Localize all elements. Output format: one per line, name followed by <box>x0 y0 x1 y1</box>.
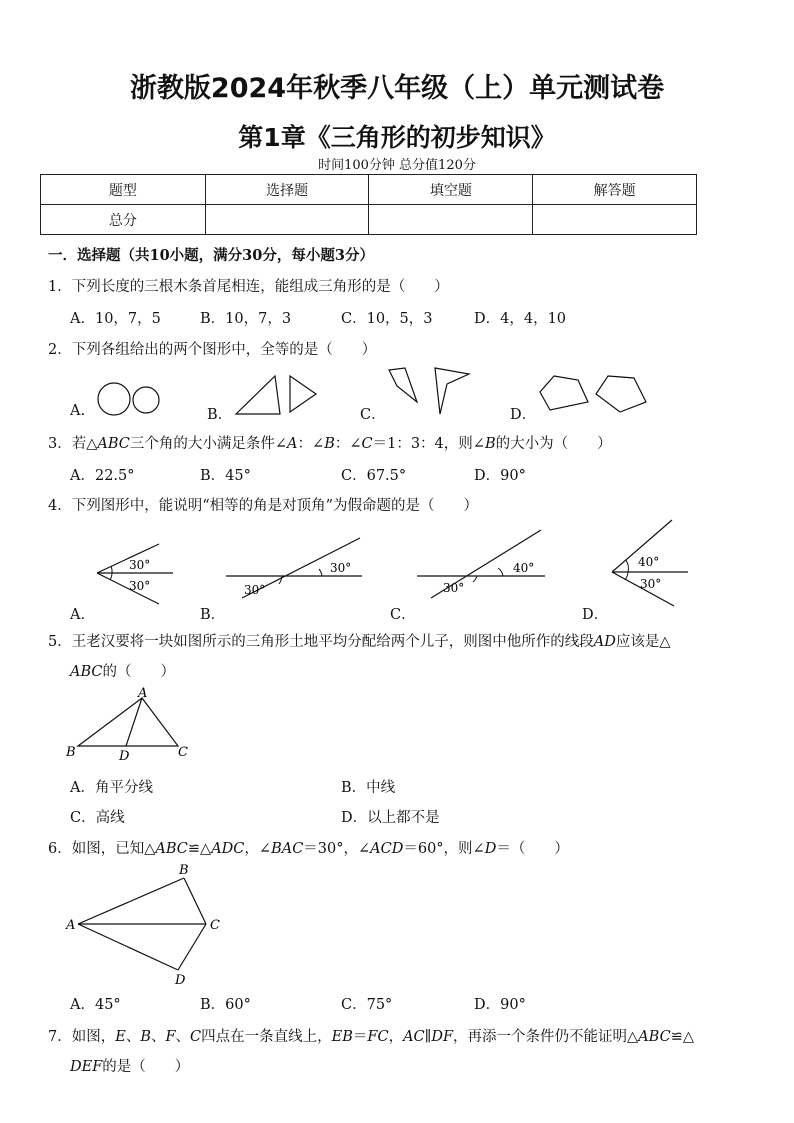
score-cell[interactable] <box>369 205 533 235</box>
q3-stem-part: ：∠ <box>297 436 325 452</box>
q2d-pentagon-2 <box>596 376 646 412</box>
q4-figure-c <box>413 526 548 600</box>
q4c-angle-label: 40° <box>513 561 535 575</box>
q7-stem-italic: AC <box>403 1029 425 1045</box>
q6-segment-ad <box>78 924 178 970</box>
score-row-label: 总分 <box>41 205 206 235</box>
q2-figure-c-quadrilaterals <box>385 364 475 420</box>
q7-stem-part: ≌△ <box>670 1029 694 1045</box>
q2a-circle-large <box>98 383 130 415</box>
q2c-quad-2 <box>435 368 469 414</box>
q6-stem-part: 6．如图，已知△ <box>48 841 156 857</box>
q1-stem: 1．下列长度的三根木条首尾相连，能组成三角形的是（ ） <box>48 279 449 295</box>
score-cell[interactable] <box>533 205 697 235</box>
q6-stem-italic: D <box>484 841 497 857</box>
score-table <box>40 174 697 235</box>
q7-stem-part: ，再添一个条件仍不能证明△ <box>453 1029 639 1045</box>
score-header-cell: 题型 <box>41 175 206 205</box>
q4-figure-b <box>222 532 367 600</box>
score-header-cell: 填空题 <box>369 175 533 205</box>
q5-point-label: C <box>178 745 188 760</box>
q4b-angle-label: 30° <box>244 583 266 597</box>
q2c-quad-1 <box>389 368 417 402</box>
q6-figure-kite <box>62 860 232 988</box>
q3-stem-italic: A <box>287 436 298 452</box>
q6-segment-bc <box>184 878 206 924</box>
q6-segment-ab <box>78 878 184 924</box>
q6-point-label: C <box>210 918 220 933</box>
q7-stem-part: 7．如图， <box>48 1029 116 1045</box>
q2-option-d: D． <box>510 407 537 423</box>
q5-option-d: D．以上都不是 <box>341 810 440 826</box>
q5-figure-triangle <box>62 686 197 762</box>
q4a-arc-2 <box>110 573 112 580</box>
q5-stem-part: 5．王老汉要将一块如图所示的三角形土地平均分配给两个儿子，则图中他所作的线段 <box>48 634 594 650</box>
q1-option-a: A．10，7，5 <box>70 311 161 327</box>
q3-option-d: D．90° <box>474 468 526 484</box>
q5-point-label: D <box>119 749 130 762</box>
q3-stem-italic: B <box>324 436 335 452</box>
q6-stem-part: ＝30°，∠ <box>303 841 371 857</box>
q6-stem-part: ≌△ <box>187 841 212 857</box>
q3-stem-italic: C <box>361 436 373 452</box>
q4-figure-d <box>608 518 698 608</box>
q6-segment-dc <box>178 924 206 970</box>
q2b-triangle-1 <box>236 376 280 414</box>
q2-figure-d-pentagons <box>536 372 656 416</box>
q4-stem: 4．下列图形中，能说明“相等的角是对顶角”为假命题的是（ ） <box>48 498 479 514</box>
q6-stem-italic: ADC <box>211 841 245 857</box>
q1-option-d: D．4，4，10 <box>474 311 567 327</box>
q3-stem-part: 的大小为（ ） <box>495 436 612 452</box>
q4c-angle-label: 30° <box>443 581 465 595</box>
q2-option-b: B． <box>207 407 233 423</box>
q6-stem-part: ＝60°，则∠ <box>403 841 485 857</box>
q4c-arc-2 <box>498 568 503 576</box>
q7-stem-part: 、 <box>125 1029 141 1045</box>
q7-stem-italic: EB <box>331 1029 353 1045</box>
q2b-triangle-2 <box>290 376 316 412</box>
q3-option-a: A．22.5° <box>70 468 135 484</box>
q7-stem-italic: ABC <box>638 1029 671 1045</box>
q4-option-d: D． <box>582 607 609 623</box>
q7-stem-italic: FC <box>367 1029 389 1045</box>
q5-stem-line2 <box>70 660 175 681</box>
q5-option-b: B．中线 <box>341 780 396 796</box>
q5-stem-part: 的（ ） <box>102 664 175 680</box>
q4c-arc-1 <box>473 576 477 582</box>
score-cell[interactable] <box>205 205 369 235</box>
q7-stem-italic: DF <box>431 1029 454 1045</box>
q5-option-a: A．角平分线 <box>70 780 153 796</box>
q5-stem-part: 应该是△ <box>615 634 671 650</box>
q7-stem-part: ， <box>388 1029 404 1045</box>
q7-stem <box>48 1025 694 1046</box>
q3-stem-part: 3．若△ <box>48 436 98 452</box>
q4-figure-a <box>95 540 185 608</box>
q5-stem-italic: AD <box>593 634 616 650</box>
q2-option-c: C． <box>360 407 386 423</box>
q4a-angle-label: 30° <box>129 579 151 593</box>
q6-stem-italic: ACD <box>370 841 404 857</box>
q7-stem-part: 、 <box>175 1029 191 1045</box>
q6-option-a: A．45° <box>70 997 121 1013</box>
q7-stem-part: 的是（ ） <box>102 1059 190 1075</box>
q2-figure-a-two-circles <box>90 378 170 418</box>
q7-stem-part: 四点在一条直线上， <box>201 1029 332 1045</box>
q4d-arc-2 <box>625 572 628 580</box>
q7-stem-part: 、 <box>150 1029 166 1045</box>
q3-stem-part: ＝1：3：4，则∠ <box>372 436 485 452</box>
q4b-arc-2 <box>319 569 322 576</box>
q3-stem-italic: ABC <box>97 436 130 452</box>
q4a-angle-label: 30° <box>129 558 151 572</box>
q4d-angle-label: 30° <box>640 577 662 591</box>
q5-option-c: C．高线 <box>70 810 125 826</box>
q5-point-label: A <box>138 686 148 701</box>
q6-stem-italic: ABC <box>155 841 188 857</box>
q6-point-label: D <box>175 973 186 988</box>
q7-stem-line2 <box>70 1055 189 1076</box>
q4b-arc-1 <box>279 576 282 584</box>
q4b-angle-label: 30° <box>330 561 352 575</box>
q6-option-c: C．75° <box>341 997 393 1013</box>
q7-stem-italic: F <box>165 1029 176 1045</box>
q3-stem-part: ：∠ <box>334 436 362 452</box>
q6-point-label: A <box>66 918 76 933</box>
q5-point-label: B <box>66 745 76 760</box>
q7-stem-italic: B <box>140 1029 151 1045</box>
q4a-arc-1 <box>111 566 112 573</box>
q6-stem <box>48 837 569 858</box>
q2-stem: 2．下列各组给出的两个图形中，全等的是（ ） <box>48 342 377 358</box>
q2d-pentagon-1 <box>540 376 588 410</box>
q6-stem-part: ，∠ <box>244 841 272 857</box>
q7-stem-italic: DEF <box>70 1059 103 1075</box>
q4-option-c: C． <box>390 607 416 623</box>
exam-title: 浙教版2024年秋季八年级（上）单元测试卷 <box>129 73 665 104</box>
q7-stem-italic: E <box>115 1029 126 1045</box>
q7-stem-italic: C <box>190 1029 202 1045</box>
q2a-circle-small <box>133 387 159 413</box>
q3-stem <box>48 432 612 453</box>
q5-segment-ad <box>126 698 142 746</box>
q3-option-c: C．67.5° <box>341 468 407 484</box>
q2-option-a: A. <box>70 403 86 419</box>
q7-stem-part: ∥ <box>424 1029 432 1045</box>
q6-point-label: B <box>179 863 189 878</box>
q6-stem-italic: BAC <box>271 841 304 857</box>
score-table-total-row <box>41 205 697 235</box>
q1-option-b: B．10，7，3 <box>200 311 292 327</box>
q1-option-c: C．10，5，3 <box>341 311 433 327</box>
q3-stem-italic: B <box>484 436 496 452</box>
score-table-header-row <box>41 175 697 205</box>
q4d-angle-label: 40° <box>638 555 660 569</box>
section-heading: 一．选择题（共10小题，满分30分，每小题3分） <box>48 247 374 264</box>
q6-option-b: B．60° <box>200 997 251 1013</box>
q5-stem <box>48 630 671 651</box>
q6-stem-part: ＝（ ） <box>496 841 569 857</box>
score-header-cell: 选择题 <box>205 175 369 205</box>
q3-option-b: B．45° <box>200 468 251 484</box>
q6-option-d: D．90° <box>474 997 526 1013</box>
q4-option-a: A． <box>70 607 95 623</box>
q4-option-b: B． <box>200 607 226 623</box>
q3-stem-part: 三个角的大小满足条件∠ <box>129 436 288 452</box>
q2-figure-b-triangles <box>230 370 330 420</box>
q5-stem-italic: ABC <box>70 664 103 680</box>
q4d-arc-1 <box>626 560 628 572</box>
score-header-cell: 解答题 <box>533 175 697 205</box>
chapter-title: 第1章《三角形的初步知识》 <box>238 123 556 152</box>
q7-stem-part: ＝ <box>352 1029 368 1045</box>
exam-meta: 时间100分钟 总分值120分 <box>318 158 476 173</box>
